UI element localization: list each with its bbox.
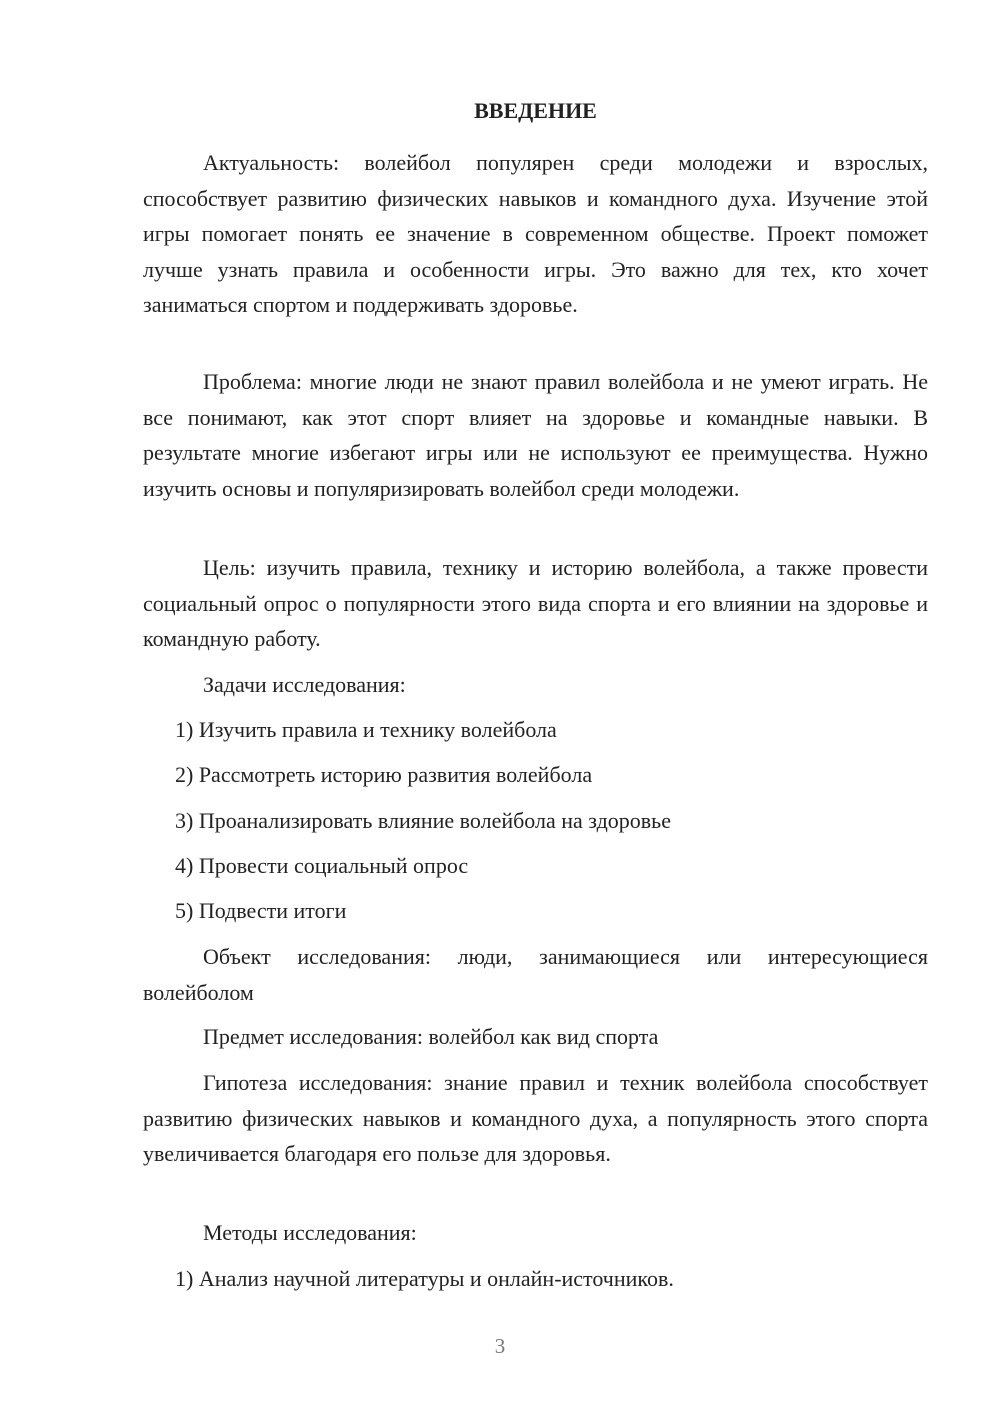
task-item-text: 4) Провести социальный опрос xyxy=(175,853,469,878)
object-paragraph xyxy=(143,939,928,1010)
task-item xyxy=(143,893,928,929)
subject-text: Предмет исследования: волейбол как вид спорта xyxy=(203,1024,659,1049)
methods-heading xyxy=(143,1215,928,1251)
task-item-text: 3) Проанализировать влияние волейбола на здоровье xyxy=(175,808,671,833)
object-text: Объект исследования: люди, занимающиеся или интересующиеся волейболом xyxy=(143,944,928,1005)
relevance-paragraph xyxy=(143,145,928,323)
method-item-text: 1) Анализ научной литературы и онлайн-источников. xyxy=(175,1266,674,1291)
methods-heading-text: Методы исследования: xyxy=(203,1220,417,1245)
hypothesis-paragraph xyxy=(143,1065,928,1172)
tasks-heading-text: Задачи исследования: xyxy=(203,672,406,697)
task-item xyxy=(143,757,928,793)
problem-paragraph xyxy=(143,364,928,506)
task-item-text: 1) Изучить правила и технику волейбола xyxy=(175,717,557,742)
goal-text: Цель: изучить правила, технику и историю волейбола, а также провести социальный опрос о популярности этого вида спорта и его влиянии на здоровье и командную работу. xyxy=(143,555,928,651)
method-item xyxy=(143,1261,928,1297)
task-item xyxy=(143,803,928,839)
hypothesis-text: Гипотеза исследования: знание правил и техник волейбола способствует развитию физических навыков и командного духа, а популярность этого спорта увеличивается благодаря его пользе для здоровья. xyxy=(143,1070,928,1166)
subject-paragraph xyxy=(143,1019,928,1055)
page-title: ВВЕДЕНИЕ xyxy=(474,98,597,123)
task-item xyxy=(143,848,928,884)
task-item-text: 5) Подвести итоги xyxy=(175,898,347,923)
goal-paragraph xyxy=(143,550,928,657)
task-item-text: 2) Рассмотреть историю развития волейбола xyxy=(175,762,593,787)
page-number: 3 xyxy=(494,1334,506,1358)
task-item xyxy=(143,712,928,748)
relevance-text: Актуальность: волейбол популярен среди молодежи и взрослых, способствует развитию физических навыков и командного духа. Изучение этой игры помогает понять ее значение в современном обществе. Проект поможет лучше узнать правила и особенности игры. Это важно для тех, кто хочет заниматься спортом и поддерживать здоровье. xyxy=(143,150,928,317)
problem-text: Проблема: многие люди не знают правил волейбола и не умеют играть. Не все понимают, как этот спорт влияет на здоровье и командные навыки. В результате многие избегают игры или не используют ее преимущества. Нужно изучить основы и популяризировать волейбол среди молодежи. xyxy=(143,369,928,501)
tasks-heading xyxy=(143,667,928,703)
